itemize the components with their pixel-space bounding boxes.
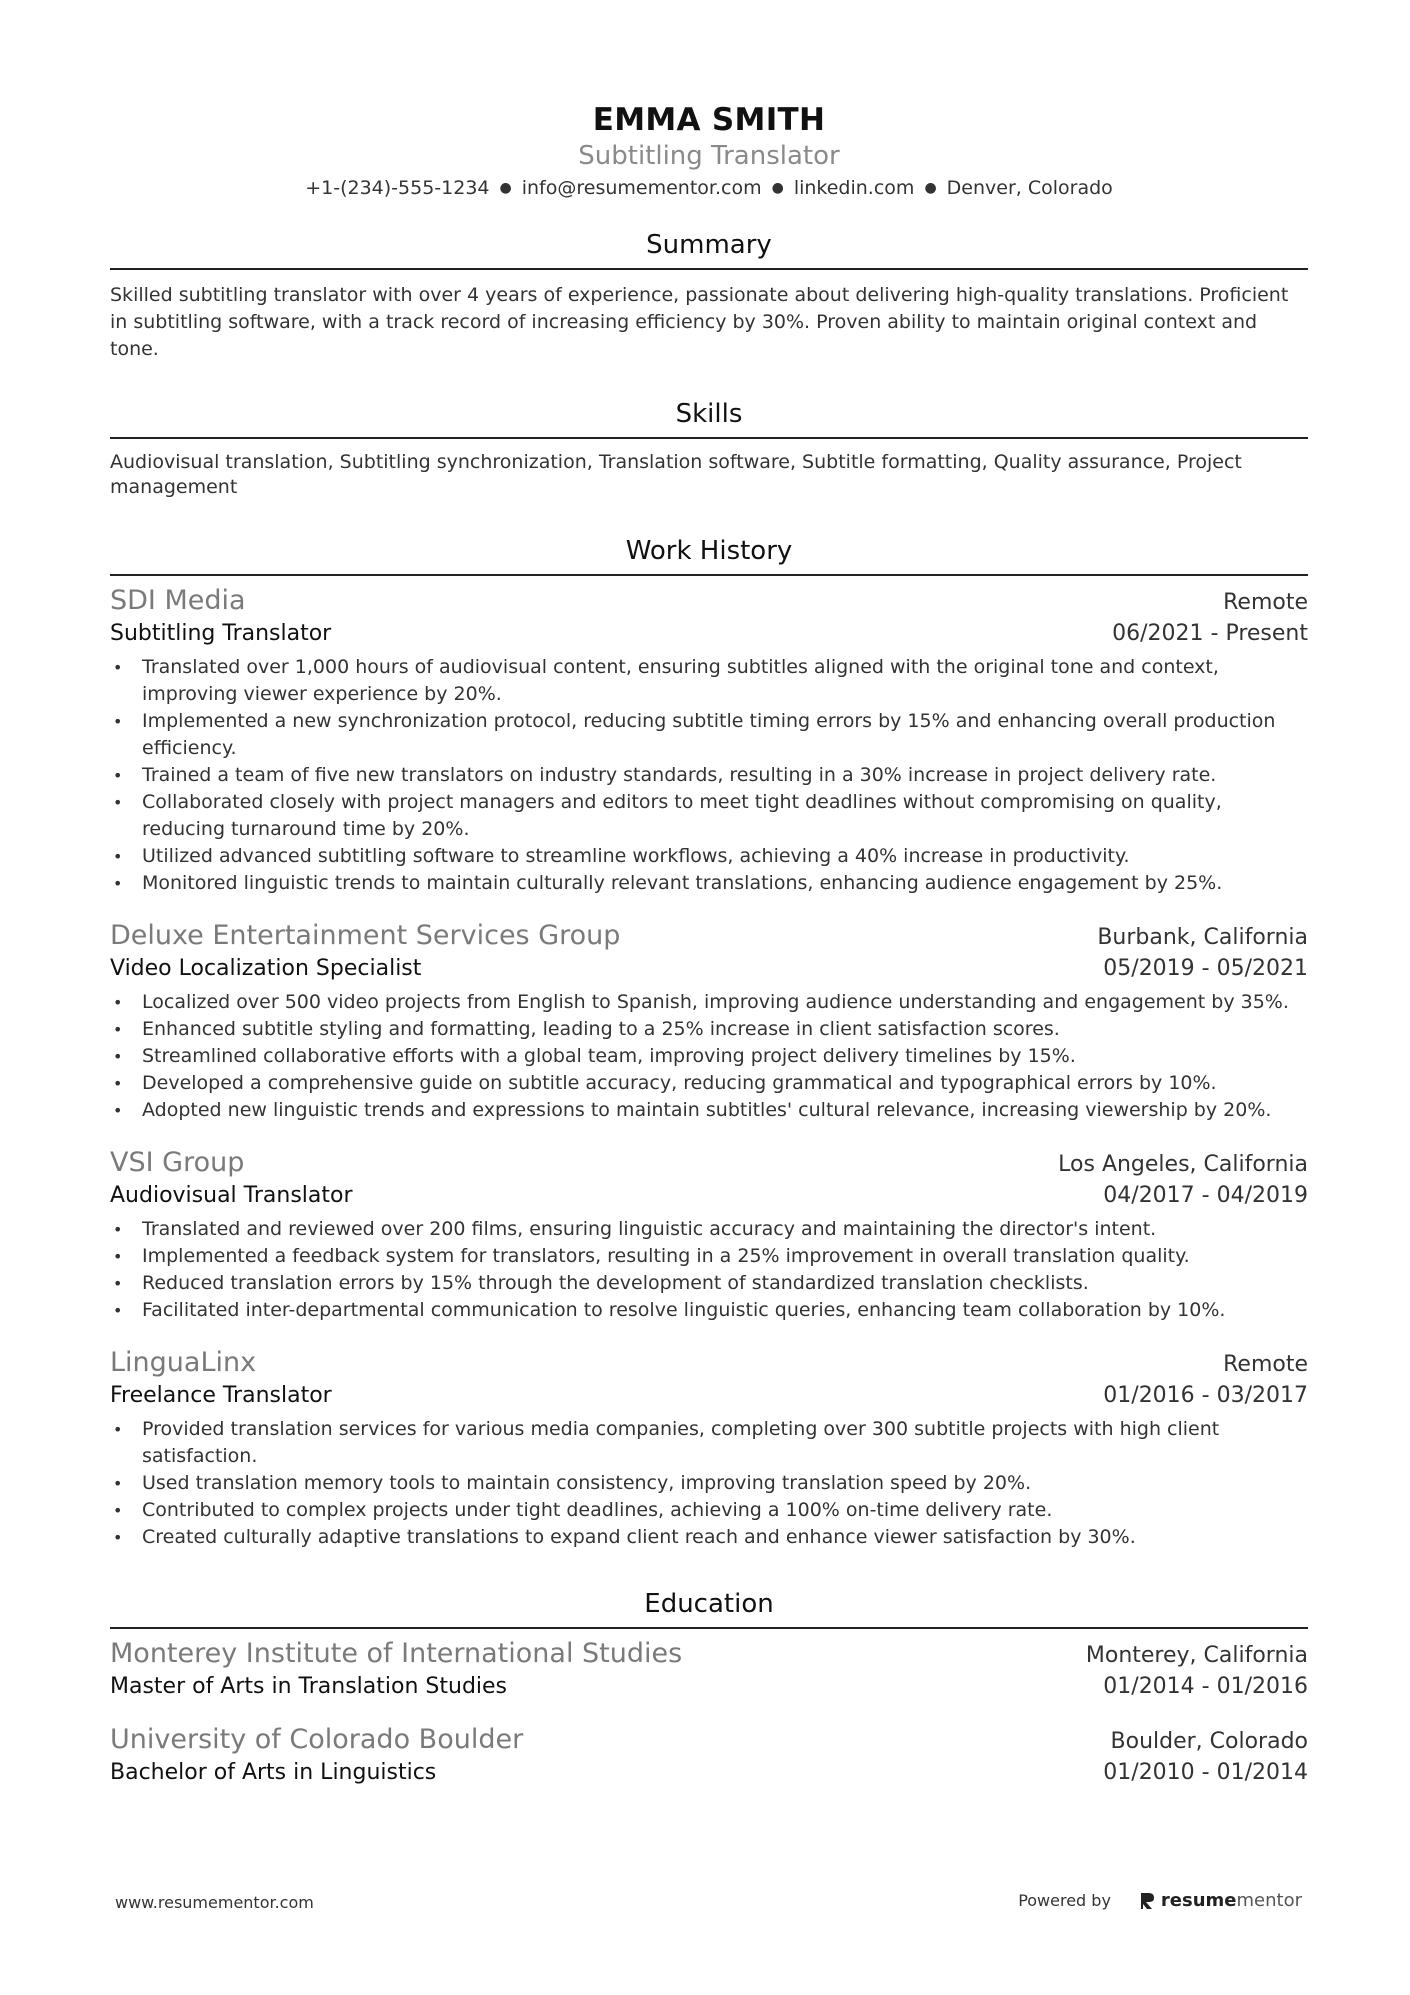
education-entry bbox=[110, 1723, 1308, 1789]
list-item: • Contributed to complex projects under tight deadlines, achieving a 100% on-time delivery rate. bbox=[110, 1497, 1308, 1524]
footer-website: www.resumementor.com bbox=[115, 1893, 314, 1912]
list-item: • Translated and reviewed over 200 films, ensuring linguistic accuracy and maintaining the director's intent. bbox=[110, 1216, 1308, 1243]
job-dates: 04/2017 - 04/2019 bbox=[1103, 1183, 1308, 1208]
job-bullets bbox=[110, 654, 1308, 897]
list-item: • Enhanced subtitle styling and formatting, leading to a 25% increase in client satisfaction scores. bbox=[110, 1016, 1308, 1043]
section-divider bbox=[110, 437, 1308, 439]
resumementor-logo-icon bbox=[1139, 1891, 1155, 1911]
list-item: • Reduced translation errors by 15% through the development of standardized translation checklists. bbox=[110, 1270, 1308, 1297]
jobs-list bbox=[110, 584, 1308, 1551]
section-divider bbox=[110, 268, 1308, 270]
separator-dot: ● bbox=[499, 180, 512, 196]
job-role: Audiovisual Translator bbox=[110, 1183, 353, 1208]
contact-line bbox=[110, 174, 1308, 202]
list-item: • Developed a comprehensive guide on subtitle accuracy, reducing grammatical and typographical errors by 10%. bbox=[110, 1070, 1308, 1097]
list-item: • Trained a team of five new translators on industry standards, resulting in a 30% increase in project delivery rate. bbox=[110, 762, 1308, 789]
list-item: • Facilitated inter-departmental communication to resolve linguistic queries, enhancing team collaboration by 10%. bbox=[110, 1297, 1308, 1324]
separator-dot: ● bbox=[771, 180, 784, 196]
summary-text: Skilled subtitling translator with over 4 years of experience, passionate about delivering high-quality translations. Proficient in subtitling software, with a track record of increasing efficiency by 30%. Proven ability to maintain original context and tone. bbox=[110, 284, 1289, 360]
job-bullets bbox=[110, 989, 1308, 1124]
list-item: • Created culturally adaptive translations to expand client reach and enhance viewer satisfaction by 30%. bbox=[110, 1524, 1308, 1551]
section-heading-skills: Skills bbox=[675, 399, 743, 429]
separator-dot: ● bbox=[924, 180, 937, 196]
section-divider bbox=[110, 574, 1308, 576]
section-heading-education: Education bbox=[644, 1589, 774, 1619]
company-name: SDI Media bbox=[110, 585, 246, 616]
list-item: • Adopted new linguistic trends and expressions to maintain subtitles' cultural relevance, increasing viewership by 20%. bbox=[110, 1097, 1308, 1124]
job-location: Remote bbox=[1223, 1352, 1308, 1377]
list-item: • Implemented a feedback system for translators, resulting in a 25% improvement in overall translation quality. bbox=[110, 1243, 1308, 1270]
job-role: Freelance Translator bbox=[110, 1383, 332, 1408]
list-item: • Localized over 500 video projects from English to Spanish, improving audience understanding and engagement by 35%. bbox=[110, 989, 1308, 1016]
brand-name-light: mentor bbox=[1236, 1890, 1302, 1911]
company-name: LinguaLinx bbox=[110, 1347, 257, 1378]
job-role: Subtitling Translator bbox=[110, 621, 332, 646]
job-dates: 05/2019 - 05/2021 bbox=[1103, 956, 1308, 981]
list-item: • Collaborated closely with project managers and editors to meet tight deadlines without compromising on quality, reducing turnaround time by 20%. bbox=[110, 789, 1308, 843]
job-location: Remote bbox=[1223, 590, 1308, 615]
school-name: Monterey Institute of International Studies bbox=[110, 1638, 683, 1669]
skills-text: Audiovisual translation, Subtitling synchronization, Translation software, Subtitle formatting, Quality assurance, Project management bbox=[110, 451, 1242, 498]
contact-linkedin: linkedin.com bbox=[793, 177, 915, 199]
education-entry bbox=[110, 1637, 1308, 1703]
job-dates: 06/2021 - Present bbox=[1112, 621, 1308, 646]
school-location: Monterey, California bbox=[1085, 1643, 1308, 1668]
job-entry bbox=[110, 584, 1308, 897]
section-divider bbox=[110, 1627, 1308, 1629]
company-name: VSI Group bbox=[110, 1147, 245, 1178]
work-history-section bbox=[110, 534, 1308, 1551]
school-location: Boulder, Colorado bbox=[1110, 1729, 1308, 1754]
list-item: • Monitored linguistic trends to maintain culturally relevant translations, enhancing audience engagement by 25%. bbox=[110, 870, 1308, 897]
job-entry bbox=[110, 1346, 1308, 1551]
job-entry bbox=[110, 1146, 1308, 1324]
education-dates: 01/2014 - 01/2016 bbox=[1103, 1674, 1308, 1699]
section-heading-work: Work History bbox=[625, 536, 793, 566]
school-name: University of Colorado Boulder bbox=[110, 1724, 524, 1755]
footer-branding bbox=[1018, 1890, 1302, 1911]
summary-section bbox=[110, 228, 1308, 363]
skills-section bbox=[110, 397, 1308, 500]
company-name: Deluxe Entertainment Services Group bbox=[110, 920, 621, 951]
degree: Master of Arts in Translation Studies bbox=[110, 1674, 508, 1699]
job-location: Burbank, California bbox=[1097, 925, 1308, 950]
list-item: • Translated over 1,000 hours of audiovisual content, ensuring subtitles aligned with the original tone and context, improving viewer experience by 20%. bbox=[110, 654, 1308, 708]
job-entry bbox=[110, 919, 1308, 1124]
degree: Bachelor of Arts in Linguistics bbox=[110, 1760, 437, 1785]
contact-location: Denver, Colorado bbox=[946, 177, 1113, 199]
job-dates: 01/2016 - 03/2017 bbox=[1103, 1383, 1308, 1408]
contact-email: info@resumementor.com bbox=[521, 177, 762, 199]
job-location: Los Angeles, California bbox=[1058, 1152, 1308, 1177]
job-role: Video Localization Specialist bbox=[110, 956, 422, 981]
education-dates: 01/2010 - 01/2014 bbox=[1103, 1760, 1308, 1785]
list-item: • Used translation memory tools to maintain consistency, improving translation speed by 20%. bbox=[110, 1470, 1308, 1497]
candidate-title: Subtitling Translator bbox=[578, 141, 840, 171]
contact-phone: +1-(234)-555-1234 bbox=[305, 177, 490, 199]
list-item: • Provided translation services for various media companies, completing over 300 subtitle projects with high client satisfaction. bbox=[110, 1416, 1308, 1470]
list-item: • Implemented a new synchronization protocol, reducing subtitle timing errors by 15% and enhancing overall production efficiency. bbox=[110, 708, 1308, 762]
list-item: • Utilized advanced subtitling software to streamline workflows, achieving a 40% increase in productivity. bbox=[110, 843, 1308, 870]
job-bullets bbox=[110, 1216, 1308, 1324]
section-heading-summary: Summary bbox=[646, 230, 772, 260]
resumementor-logo bbox=[1139, 1890, 1302, 1911]
powered-by-label: Powered by bbox=[1018, 1891, 1111, 1910]
job-bullets bbox=[110, 1416, 1308, 1551]
resume-page bbox=[110, 0, 1308, 1789]
education-section bbox=[110, 1587, 1308, 1789]
brand-name-bold: resume bbox=[1160, 1890, 1237, 1911]
list-item: • Streamlined collaborative efforts with a global team, improving project delivery timelines by 15%. bbox=[110, 1043, 1308, 1070]
candidate-name: EMMA SMITH bbox=[592, 102, 826, 138]
